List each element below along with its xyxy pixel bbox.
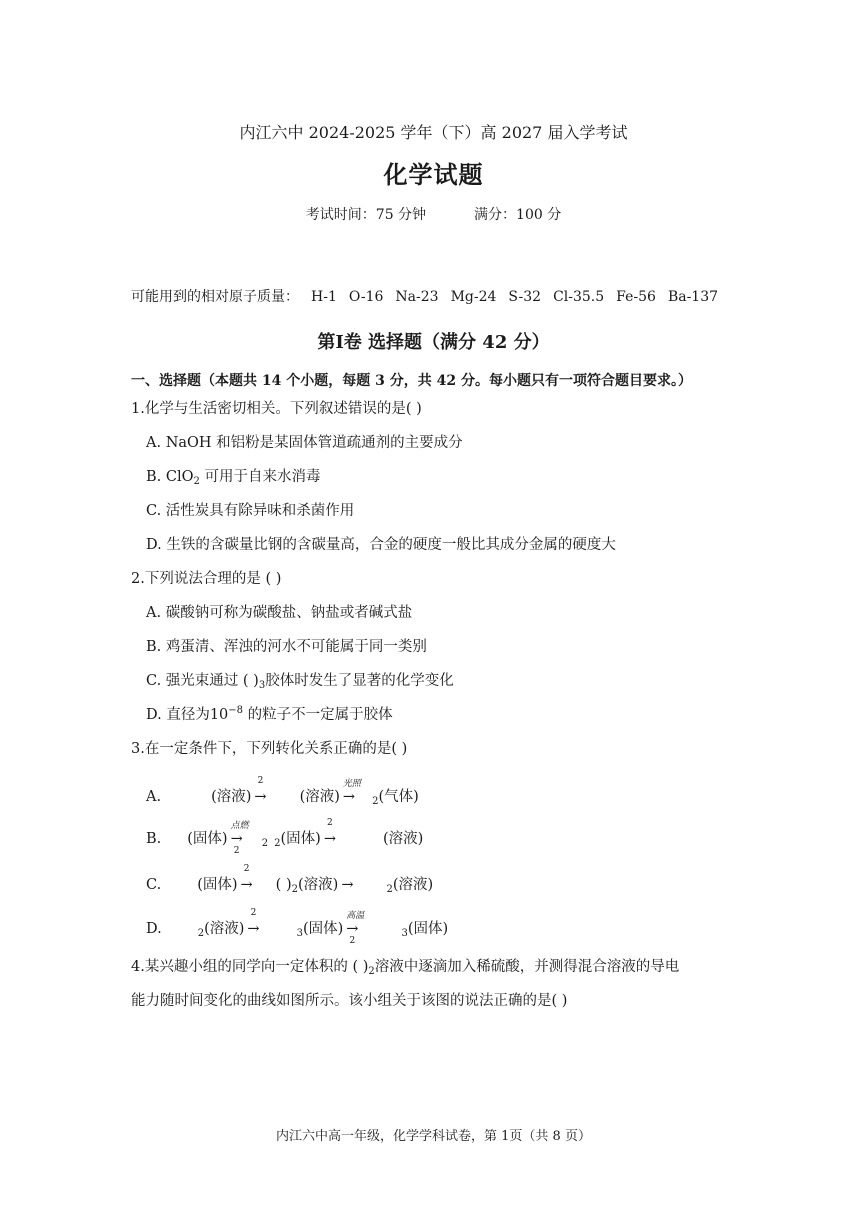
subscript: 2	[193, 476, 200, 487]
section-title: 第Ⅰ卷 选择题（满分 42 分）	[317, 332, 550, 353]
subscript: 2	[291, 884, 298, 895]
atomic-mass-item: Ba-137	[667, 289, 719, 305]
atomic-mass-item: Cl-35.5	[553, 289, 605, 305]
full-score: 满分：100 分	[474, 207, 562, 223]
atomic-mass-item: Fe-56	[616, 289, 656, 305]
question-3-option-d	[146, 908, 449, 946]
atomic-mass-item: H-1	[311, 289, 337, 305]
option-text: C. 强光束通过 ( )	[146, 673, 259, 689]
subscript: 2	[368, 966, 375, 977]
page-footer: 内江六中高一年级，化学学科试卷，第 1页（共 8 页）	[276, 1129, 591, 1144]
question-3-option-b	[146, 818, 424, 856]
arrow-reagent: 2	[250, 908, 257, 918]
arrow-condition: 光照	[342, 779, 361, 789]
atomic-mass-line	[131, 286, 718, 306]
reaction-arrow	[230, 821, 249, 856]
arrow-glyph: →	[230, 831, 243, 847]
option-text: 可用于自来水消毒	[199, 469, 321, 485]
arrow-glyph: →	[247, 921, 260, 937]
subscript: 3	[401, 928, 408, 939]
species-state: (固体)	[280, 831, 321, 847]
reaction-arrow	[323, 818, 336, 847]
arrow-glyph: →	[341, 877, 354, 893]
species-state: (气体)	[378, 789, 419, 805]
arrow-glyph: →	[346, 921, 359, 937]
subscript: 2	[261, 838, 269, 849]
question-3-option-c	[146, 864, 434, 895]
subscript: 2	[372, 796, 379, 807]
option-text: 胶体时发生了显著的化学变化	[265, 673, 454, 689]
species-state: (溶液)	[297, 877, 339, 893]
reaction-arrow	[346, 911, 365, 946]
species-state: (溶液)	[392, 877, 434, 893]
subscript: 2	[197, 928, 205, 939]
exam-info	[0, 204, 867, 224]
arrow-reagent: 2	[257, 776, 264, 786]
stem-text: 溶液中逐滴加入稀硫酸，并测得混合溶液的导电	[374, 959, 680, 975]
species-state: (固体)	[197, 877, 238, 893]
question-4-stem-line-2: 能力随时间变化的曲线如图所示。该小组关于该图的说法正确的是( )	[131, 993, 568, 1009]
atomic-mass-label: 可能用到的相对原子质量：	[131, 289, 299, 305]
question-3-option-a	[146, 776, 419, 807]
question-1-option-b	[146, 465, 320, 486]
atomic-mass-item: O-16	[348, 289, 384, 305]
atomic-mass-item: Na-23	[395, 289, 439, 305]
arrow-reagent: 2	[243, 864, 250, 874]
option-label: D.	[146, 921, 162, 937]
option-text: B. ClO	[146, 469, 194, 485]
reaction-arrow	[341, 877, 353, 893]
arrow-reagent: 2	[233, 846, 240, 856]
superscript: −8	[228, 705, 244, 716]
question-2-stem: 2.下列说法合理的是 ( )	[131, 571, 282, 587]
question-4-stem-line-1	[131, 955, 679, 976]
species-state: (溶液)	[382, 831, 424, 847]
question-1-option-a: A. NaOH 和铝粉是某固体管道疏通剂的主要成分	[146, 435, 463, 451]
question-1-stem: 1.化学与生活密切相关。下列叙述错误的是( )	[131, 401, 422, 417]
species-state: (固体)	[187, 831, 228, 847]
question-3-stem: 3.在一定条件下，下列转化关系正确的是( )	[131, 741, 408, 757]
arrow-condition: 点燃	[230, 821, 249, 831]
page-title: 化学试题	[383, 160, 484, 189]
option-text: D. 直径为10	[146, 707, 229, 723]
reaction-arrow	[342, 779, 361, 805]
arrow-glyph: →	[240, 877, 253, 893]
question-2-option-c	[146, 669, 454, 690]
stem-text: 4.某兴趣小组的同学向一定体积的 ( )	[131, 959, 369, 975]
species-state: (溶液)	[204, 921, 245, 937]
exam-time: 考试时间：75 分钟	[305, 207, 427, 223]
question-2-option-d	[146, 703, 393, 724]
question-1-option-c: C. 活性炭具有除异味和杀菌作用	[146, 503, 355, 519]
option-label: B.	[146, 831, 162, 847]
species-state: ( )	[275, 877, 292, 893]
arrow-condition: 高温	[346, 911, 365, 921]
subscript: 2	[274, 838, 281, 849]
subscript: 2	[386, 884, 393, 895]
species-state: (固体)	[407, 921, 449, 937]
reaction-arrow	[247, 908, 260, 937]
arrow-glyph: →	[254, 789, 267, 805]
subscript: 3	[296, 928, 303, 939]
option-label: A.	[146, 789, 162, 805]
reaction-arrow	[254, 776, 267, 805]
question-2-option-a: A. 碳酸钠可称为碳酸盐、钠盐或者碱式盐	[146, 605, 413, 621]
species-state: (固体)	[302, 921, 344, 937]
arrow-glyph: →	[342, 789, 356, 805]
option-label: C.	[146, 877, 162, 893]
atomic-mass-item: Mg-24	[450, 289, 497, 305]
arrow-reagent: 2	[349, 936, 356, 946]
species-state: (溶液)	[211, 789, 252, 805]
part-header: 一、选择题（本题共 14 个小题，每题 3 分，共 42 分。每小题只有一项符合题目要求。）	[131, 373, 692, 389]
option-text: 的粒子不一定属于胶体	[243, 707, 393, 723]
reaction-arrow	[240, 864, 253, 893]
arrow-glyph: →	[323, 831, 336, 847]
school-exam-line: 内江六中 2024-2025 学年（下）高 2027 届入学考试	[239, 123, 628, 142]
question-1-option-d: D. 生铁的含碳量比钢的含碳量高，合金的硬度一般比其成分金属的硬度大	[146, 537, 616, 553]
subscript: 3	[258, 680, 266, 691]
arrow-reagent: 2	[327, 818, 333, 828]
question-2-option-b: B. 鸡蛋清、浑浊的河水不可能属于同一类别	[146, 639, 427, 655]
atomic-mass-item: S-32	[508, 289, 542, 305]
species-state: (溶液)	[299, 789, 340, 805]
